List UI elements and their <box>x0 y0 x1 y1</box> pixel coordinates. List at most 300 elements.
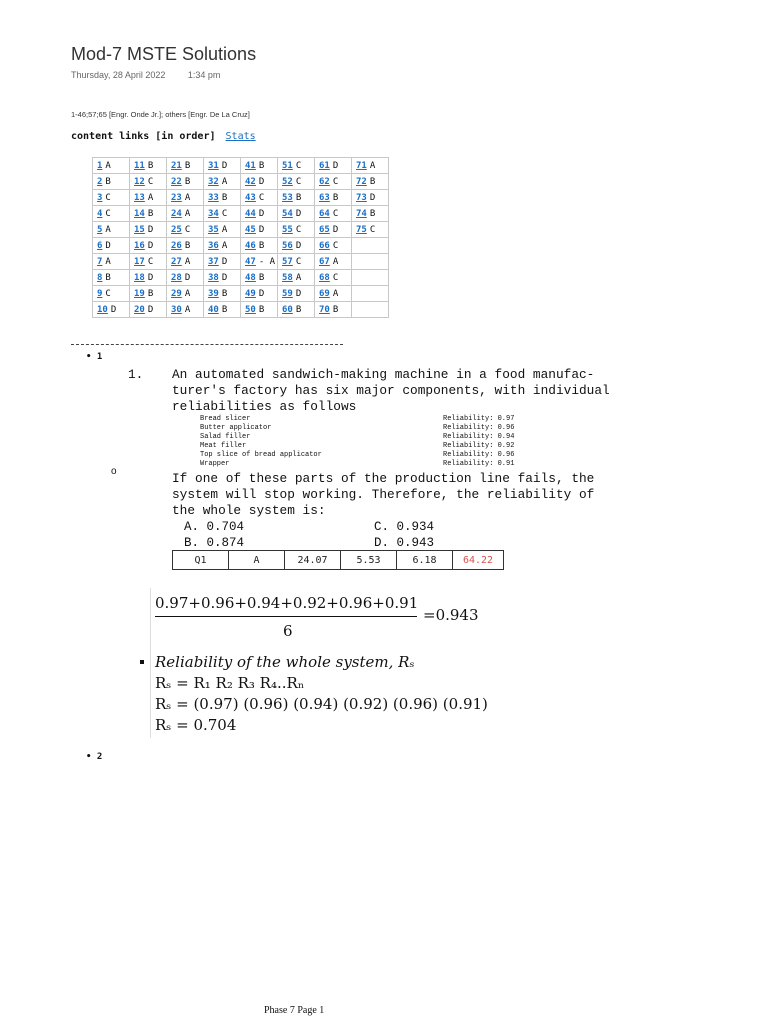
answer-letter: C <box>105 208 111 219</box>
answer-cell <box>315 158 352 174</box>
question-link[interactable]: 41 <box>245 160 256 171</box>
question-1-intro <box>128 367 648 415</box>
answer-cell <box>241 206 278 222</box>
answer-cell <box>93 190 130 206</box>
question-link[interactable]: 13 <box>134 192 145 203</box>
stat-cell: 64.22 <box>453 551 504 570</box>
question-line: If one of these parts of the production line fails, the <box>172 471 595 486</box>
answer-cell <box>204 174 241 190</box>
answer-letter: C <box>295 160 302 171</box>
question-link[interactable]: 51 <box>282 160 293 171</box>
list-item: • 1 <box>86 352 103 362</box>
answer-cell <box>278 286 315 302</box>
stat-cell: 5.53 <box>341 551 397 570</box>
answer-cell <box>241 222 278 238</box>
answer-letter: A <box>332 256 339 267</box>
answer-cell <box>241 254 278 270</box>
answer-letter: A <box>105 224 111 235</box>
answer-letter: B <box>221 304 228 315</box>
question-link[interactable]: 56 <box>282 240 293 251</box>
answer-letter: C <box>332 272 339 283</box>
square-bullet-icon <box>140 660 144 664</box>
answer-key-table <box>92 157 389 318</box>
question-link[interactable]: 29 <box>171 288 182 299</box>
answer-letter: D <box>258 288 265 299</box>
answer-letter: A <box>105 256 111 267</box>
answer-cell <box>352 158 389 174</box>
answer-letter: B <box>332 304 339 315</box>
stat-cell: A <box>229 551 285 570</box>
table-row <box>93 158 389 174</box>
answer-cell <box>130 206 167 222</box>
answer-cell <box>204 302 241 318</box>
question-link[interactable]: 5 <box>97 224 103 235</box>
answer-letter: D <box>295 240 302 251</box>
question-link[interactable]: 66 <box>319 240 330 251</box>
answer-cell <box>167 270 204 286</box>
question-link[interactable]: 34 <box>208 208 219 219</box>
answer-letter: D <box>295 288 302 299</box>
solution-image <box>150 588 507 738</box>
component-row <box>200 460 648 469</box>
page-footer: Phase 7 Page 1 <box>264 1005 325 1016</box>
question-link[interactable]: 50 <box>245 304 256 315</box>
divider <box>71 344 343 345</box>
answer-cell <box>315 270 352 286</box>
answer-letter: A <box>184 208 191 219</box>
question-link[interactable]: 31 <box>208 160 219 171</box>
answer-cell <box>93 222 130 238</box>
question-line: An automated sandwich-making machine in a food manufac- <box>172 367 595 382</box>
answer-letter: D <box>295 208 302 219</box>
answer-cell <box>352 190 389 206</box>
answer-letter: A <box>184 256 191 267</box>
answer-cell <box>167 302 204 318</box>
answer-letter: D <box>221 256 228 267</box>
answer-letter: D <box>332 160 339 171</box>
answer-letter: D <box>258 224 265 235</box>
question-link[interactable]: 23 <box>171 192 182 203</box>
page-meta <box>71 70 220 80</box>
answer-letter: A <box>221 224 228 235</box>
answer-letter: C <box>295 256 302 267</box>
question-link[interactable]: 14 <box>134 208 145 219</box>
answer-letter: A <box>105 160 111 171</box>
answer-cell <box>167 238 204 254</box>
list-item: • 2 <box>86 752 103 762</box>
reliability-solution <box>155 652 488 736</box>
table-row <box>93 270 389 286</box>
answer-letter: B <box>221 192 228 203</box>
answer-cell <box>130 238 167 254</box>
question-link[interactable]: 8 <box>97 272 103 283</box>
answer-cell <box>278 270 315 286</box>
answer-letter: A <box>295 272 302 283</box>
question-link[interactable]: 33 <box>208 192 219 203</box>
answer-cell <box>241 174 278 190</box>
answer-letter: B <box>105 176 111 187</box>
answer-letter: B <box>258 304 265 315</box>
answer-cell <box>278 206 315 222</box>
answer-choices <box>128 519 648 551</box>
answer-letter: B <box>258 272 265 283</box>
answer-letter: B <box>184 176 191 187</box>
question-link[interactable]: 45 <box>245 224 256 235</box>
component-name: Top slice of bread applicator <box>200 451 322 459</box>
answer-letter: - A <box>258 256 276 267</box>
question-link[interactable]: 58 <box>282 272 293 283</box>
answer-cell <box>167 158 204 174</box>
component-row <box>200 433 648 442</box>
question-link[interactable]: 69 <box>319 288 330 299</box>
answer-letter: A <box>184 304 191 315</box>
answer-letter: C <box>332 240 339 251</box>
page-date: Thursday, 28 April 2022 <box>71 70 166 80</box>
answer-cell <box>93 254 130 270</box>
question-link[interactable]: 18 <box>134 272 145 283</box>
question-link[interactable]: 7 <box>97 256 103 267</box>
answer-cell <box>278 158 315 174</box>
table-row <box>93 238 389 254</box>
question-link[interactable]: 44 <box>245 208 256 219</box>
answer-letter: D <box>147 304 154 315</box>
question-link[interactable]: 10 <box>97 304 108 315</box>
answer-cell <box>130 254 167 270</box>
answer-cell <box>352 302 389 318</box>
solution-line: Rₛ = (0.97) (0.96) (0.94) (0.92) (0.96) (0.91) <box>155 695 488 713</box>
question-number: 1. <box>128 367 144 382</box>
stats-link[interactable]: Stats <box>225 131 256 142</box>
question-link[interactable]: 53 <box>282 192 293 203</box>
answer-letter: B <box>147 288 154 299</box>
answer-cell <box>130 302 167 318</box>
answer-letter: B <box>147 160 154 171</box>
question-link[interactable]: 37 <box>208 256 219 267</box>
question-link[interactable]: 71 <box>356 160 367 171</box>
question-1-bullet: 1 <box>96 352 103 362</box>
stat-cell: 24.07 <box>285 551 341 570</box>
answer-cell <box>241 302 278 318</box>
question-link[interactable]: 75 <box>356 224 367 235</box>
solution-line: Reliability of the whole system, Rₛ <box>155 653 415 671</box>
answer-letter: D <box>110 304 117 315</box>
answer-letter: D <box>221 272 228 283</box>
table-row <box>93 206 389 222</box>
question-link[interactable]: 59 <box>282 288 293 299</box>
answer-letter: B <box>184 160 191 171</box>
answer-choice: B. 0.874 <box>184 536 245 550</box>
question-link[interactable]: 30 <box>171 304 182 315</box>
question-link[interactable]: 25 <box>171 224 182 235</box>
question-link[interactable]: 4 <box>97 208 103 219</box>
question-link[interactable]: 64 <box>319 208 330 219</box>
answer-letter: C <box>184 224 191 235</box>
answer-cell <box>130 190 167 206</box>
answer-cell <box>130 174 167 190</box>
answer-cell <box>278 302 315 318</box>
answer-letter: C <box>147 256 154 267</box>
question-link[interactable]: 24 <box>171 208 182 219</box>
answer-letter: A <box>184 192 191 203</box>
answer-cell <box>130 286 167 302</box>
question-link[interactable]: 16 <box>134 240 145 251</box>
component-list <box>200 415 648 469</box>
answer-cell <box>241 158 278 174</box>
question-line: the whole system is: <box>172 503 326 518</box>
answer-cell <box>93 302 130 318</box>
answer-letter: B <box>147 208 154 219</box>
page-time: 1:34 pm <box>187 70 221 80</box>
component-reliability: Reliability: 0.96 <box>443 424 515 432</box>
question-link[interactable]: 70 <box>319 304 330 315</box>
question-link[interactable]: 39 <box>208 288 219 299</box>
answer-cell <box>315 222 352 238</box>
component-reliability: Reliability: 0.92 <box>443 442 515 450</box>
answer-letter: A <box>369 160 376 171</box>
solution-line: Rₛ = R₁ R₂ R₃ R₄..Rₙ <box>155 674 305 692</box>
question-line: turer's factory has six major components, with individual <box>172 383 610 398</box>
question-link[interactable]: 3 <box>97 192 103 203</box>
question-link[interactable]: 38 <box>208 272 219 283</box>
answer-cell <box>204 158 241 174</box>
question-link[interactable]: 47 <box>245 256 256 267</box>
question-link[interactable]: 52 <box>282 176 293 187</box>
answer-cell <box>167 286 204 302</box>
question-link[interactable]: 46 <box>245 240 256 251</box>
answer-letter: D <box>147 224 154 235</box>
question-link[interactable]: 19 <box>134 288 145 299</box>
average-denominator: 6 <box>283 622 293 640</box>
table-row <box>93 174 389 190</box>
answer-letter: B <box>258 160 265 171</box>
question-link[interactable]: 42 <box>245 176 256 187</box>
question-link[interactable]: 36 <box>208 240 219 251</box>
answer-letter: B <box>105 272 111 283</box>
question-link[interactable]: 40 <box>208 304 219 315</box>
answer-cell <box>315 254 352 270</box>
answer-letter: B <box>295 304 302 315</box>
fraction-bar <box>155 616 417 617</box>
answer-cell <box>278 190 315 206</box>
question-link[interactable]: 27 <box>171 256 182 267</box>
answer-cell <box>352 238 389 254</box>
answer-cell <box>130 158 167 174</box>
answer-letter: C <box>332 176 339 187</box>
question-1-stats <box>172 550 504 570</box>
question-link[interactable]: 17 <box>134 256 145 267</box>
question-link[interactable]: 67 <box>319 256 330 267</box>
answer-cell <box>352 270 389 286</box>
question-link[interactable]: 15 <box>134 224 145 235</box>
answer-letter: B <box>369 176 376 187</box>
question-link[interactable]: 61 <box>319 160 330 171</box>
answer-cell <box>315 238 352 254</box>
answer-letter: D <box>258 176 265 187</box>
answer-cell <box>93 174 130 190</box>
sub-bullet-icon: o <box>111 466 117 477</box>
answer-cell <box>352 174 389 190</box>
average-result: =0.943 <box>423 606 479 624</box>
answer-cell <box>93 238 130 254</box>
question-link[interactable]: 1 <box>97 160 103 171</box>
question-2-bullet: 2 <box>96 752 103 762</box>
question-1-text <box>128 471 648 519</box>
answer-cell <box>352 206 389 222</box>
answer-letter: D <box>147 240 154 251</box>
answer-cell <box>204 254 241 270</box>
stat-cell: 6.18 <box>397 551 453 570</box>
answer-letter: D <box>332 224 339 235</box>
question-link[interactable]: 9 <box>97 288 103 299</box>
component-reliability: Reliability: 0.94 <box>443 433 515 441</box>
answer-cell <box>130 270 167 286</box>
question-link[interactable]: 2 <box>97 176 103 187</box>
answer-letter: C <box>105 288 111 299</box>
answer-choice: A. 0.704 <box>184 520 245 534</box>
answer-letter: D <box>184 272 191 283</box>
component-row <box>200 415 648 424</box>
content-links-label: content links [in order] <box>71 131 216 142</box>
question-link[interactable]: 55 <box>282 224 293 235</box>
answer-cell <box>93 158 130 174</box>
answer-cell <box>93 206 130 222</box>
answer-letter: B <box>332 192 339 203</box>
question-link[interactable]: 22 <box>171 176 182 187</box>
question-link[interactable]: 54 <box>282 208 293 219</box>
question-line: reliabilities as follows <box>172 399 357 414</box>
answer-cell <box>241 190 278 206</box>
answer-letter: B <box>369 208 376 219</box>
answer-cell <box>204 238 241 254</box>
answer-choice: C. 0.934 <box>374 520 435 534</box>
component-name: Wrapper <box>200 460 230 468</box>
answer-letter: C <box>105 192 111 203</box>
answer-cell <box>241 286 278 302</box>
answer-cell <box>167 190 204 206</box>
question-link[interactable]: 26 <box>171 240 182 251</box>
table-row <box>93 286 389 302</box>
answer-cell <box>204 270 241 286</box>
answer-cell <box>167 222 204 238</box>
answer-letter: D <box>147 272 154 283</box>
answer-cell <box>278 254 315 270</box>
answer-cell <box>167 174 204 190</box>
question-1-image <box>128 367 648 551</box>
answer-cell <box>204 206 241 222</box>
question-link[interactable]: 63 <box>319 192 330 203</box>
component-reliability: Reliability: 0.96 <box>443 451 515 459</box>
answer-cell <box>278 238 315 254</box>
answer-cell <box>352 286 389 302</box>
answer-letter: D <box>221 160 228 171</box>
answer-cell <box>167 206 204 222</box>
component-row <box>200 424 648 433</box>
answer-cell <box>241 270 278 286</box>
table-row <box>93 190 389 206</box>
component-reliability: Reliability: 0.91 <box>443 460 515 468</box>
question-link[interactable]: 65 <box>319 224 330 235</box>
question-link[interactable]: 74 <box>356 208 367 219</box>
question-link[interactable]: 62 <box>319 176 330 187</box>
question-link[interactable]: 48 <box>245 272 256 283</box>
answer-cell <box>130 222 167 238</box>
answer-letter: B <box>295 192 302 203</box>
question-line: system will stop working. Therefore, the reliability of <box>172 487 595 502</box>
answer-letter: D <box>105 240 111 251</box>
answer-cell <box>315 302 352 318</box>
table-row <box>93 222 389 238</box>
authors-note: 1-46;57;65 [Engr. Onde Jr.]; others [Engr. De La Cruz] <box>71 110 250 119</box>
answer-cell <box>278 174 315 190</box>
answer-cell <box>93 270 130 286</box>
component-name: Butter applicator <box>200 424 272 432</box>
answer-cell <box>167 254 204 270</box>
answer-cell <box>315 286 352 302</box>
solution-line: Rₛ = 0.704 <box>155 716 237 734</box>
component-name: Bread slicer <box>200 415 251 423</box>
question-link[interactable]: 6 <box>97 240 103 251</box>
table-row <box>93 254 389 270</box>
question-link[interactable]: 21 <box>171 160 182 171</box>
answer-letter: B <box>221 288 228 299</box>
component-name: Salad filler <box>200 433 251 441</box>
question-link[interactable]: 73 <box>356 192 367 203</box>
answer-letter: D <box>258 208 265 219</box>
question-link[interactable]: 20 <box>134 304 145 315</box>
answer-letter: C <box>221 208 228 219</box>
page-title: Mod-7 MSTE Solutions <box>71 44 257 64</box>
answer-cell <box>315 174 352 190</box>
answer-cell <box>93 286 130 302</box>
answer-letter: A <box>221 240 228 251</box>
answer-letter: A <box>332 288 339 299</box>
question-link[interactable]: 28 <box>171 272 182 283</box>
table-row <box>93 302 389 318</box>
question-link[interactable]: 11 <box>134 160 145 171</box>
question-link[interactable]: 43 <box>245 192 256 203</box>
question-link[interactable]: 57 <box>282 256 293 267</box>
answer-letter: C <box>295 176 302 187</box>
answer-letter: C <box>332 208 339 219</box>
answer-cell <box>315 190 352 206</box>
question-link[interactable]: 49 <box>245 288 256 299</box>
answer-letter: A <box>184 288 191 299</box>
answer-letter: A <box>147 192 154 203</box>
average-numerator: 0.97+0.96+0.94+0.92+0.96+0.91 <box>155 594 419 612</box>
answer-letter: C <box>147 176 154 187</box>
answer-cell <box>241 238 278 254</box>
answer-cell <box>204 286 241 302</box>
question-link[interactable]: 60 <box>282 304 293 315</box>
answer-cell <box>315 206 352 222</box>
question-link[interactable]: 72 <box>356 176 367 187</box>
answer-letter: C <box>258 192 265 203</box>
answer-cell <box>204 190 241 206</box>
question-link[interactable]: 68 <box>319 272 330 283</box>
table-row <box>173 551 504 570</box>
answer-letter: C <box>369 224 376 235</box>
component-row <box>200 451 648 460</box>
component-name: Meat filler <box>200 442 247 450</box>
answer-letter: A <box>221 176 228 187</box>
question-link[interactable]: 12 <box>134 176 145 187</box>
question-link[interactable]: 35 <box>208 224 219 235</box>
average-formula <box>155 594 479 640</box>
stat-cell: Q1 <box>173 551 229 570</box>
question-link[interactable]: 32 <box>208 176 219 187</box>
answer-cell <box>204 222 241 238</box>
answer-letter: B <box>258 240 265 251</box>
